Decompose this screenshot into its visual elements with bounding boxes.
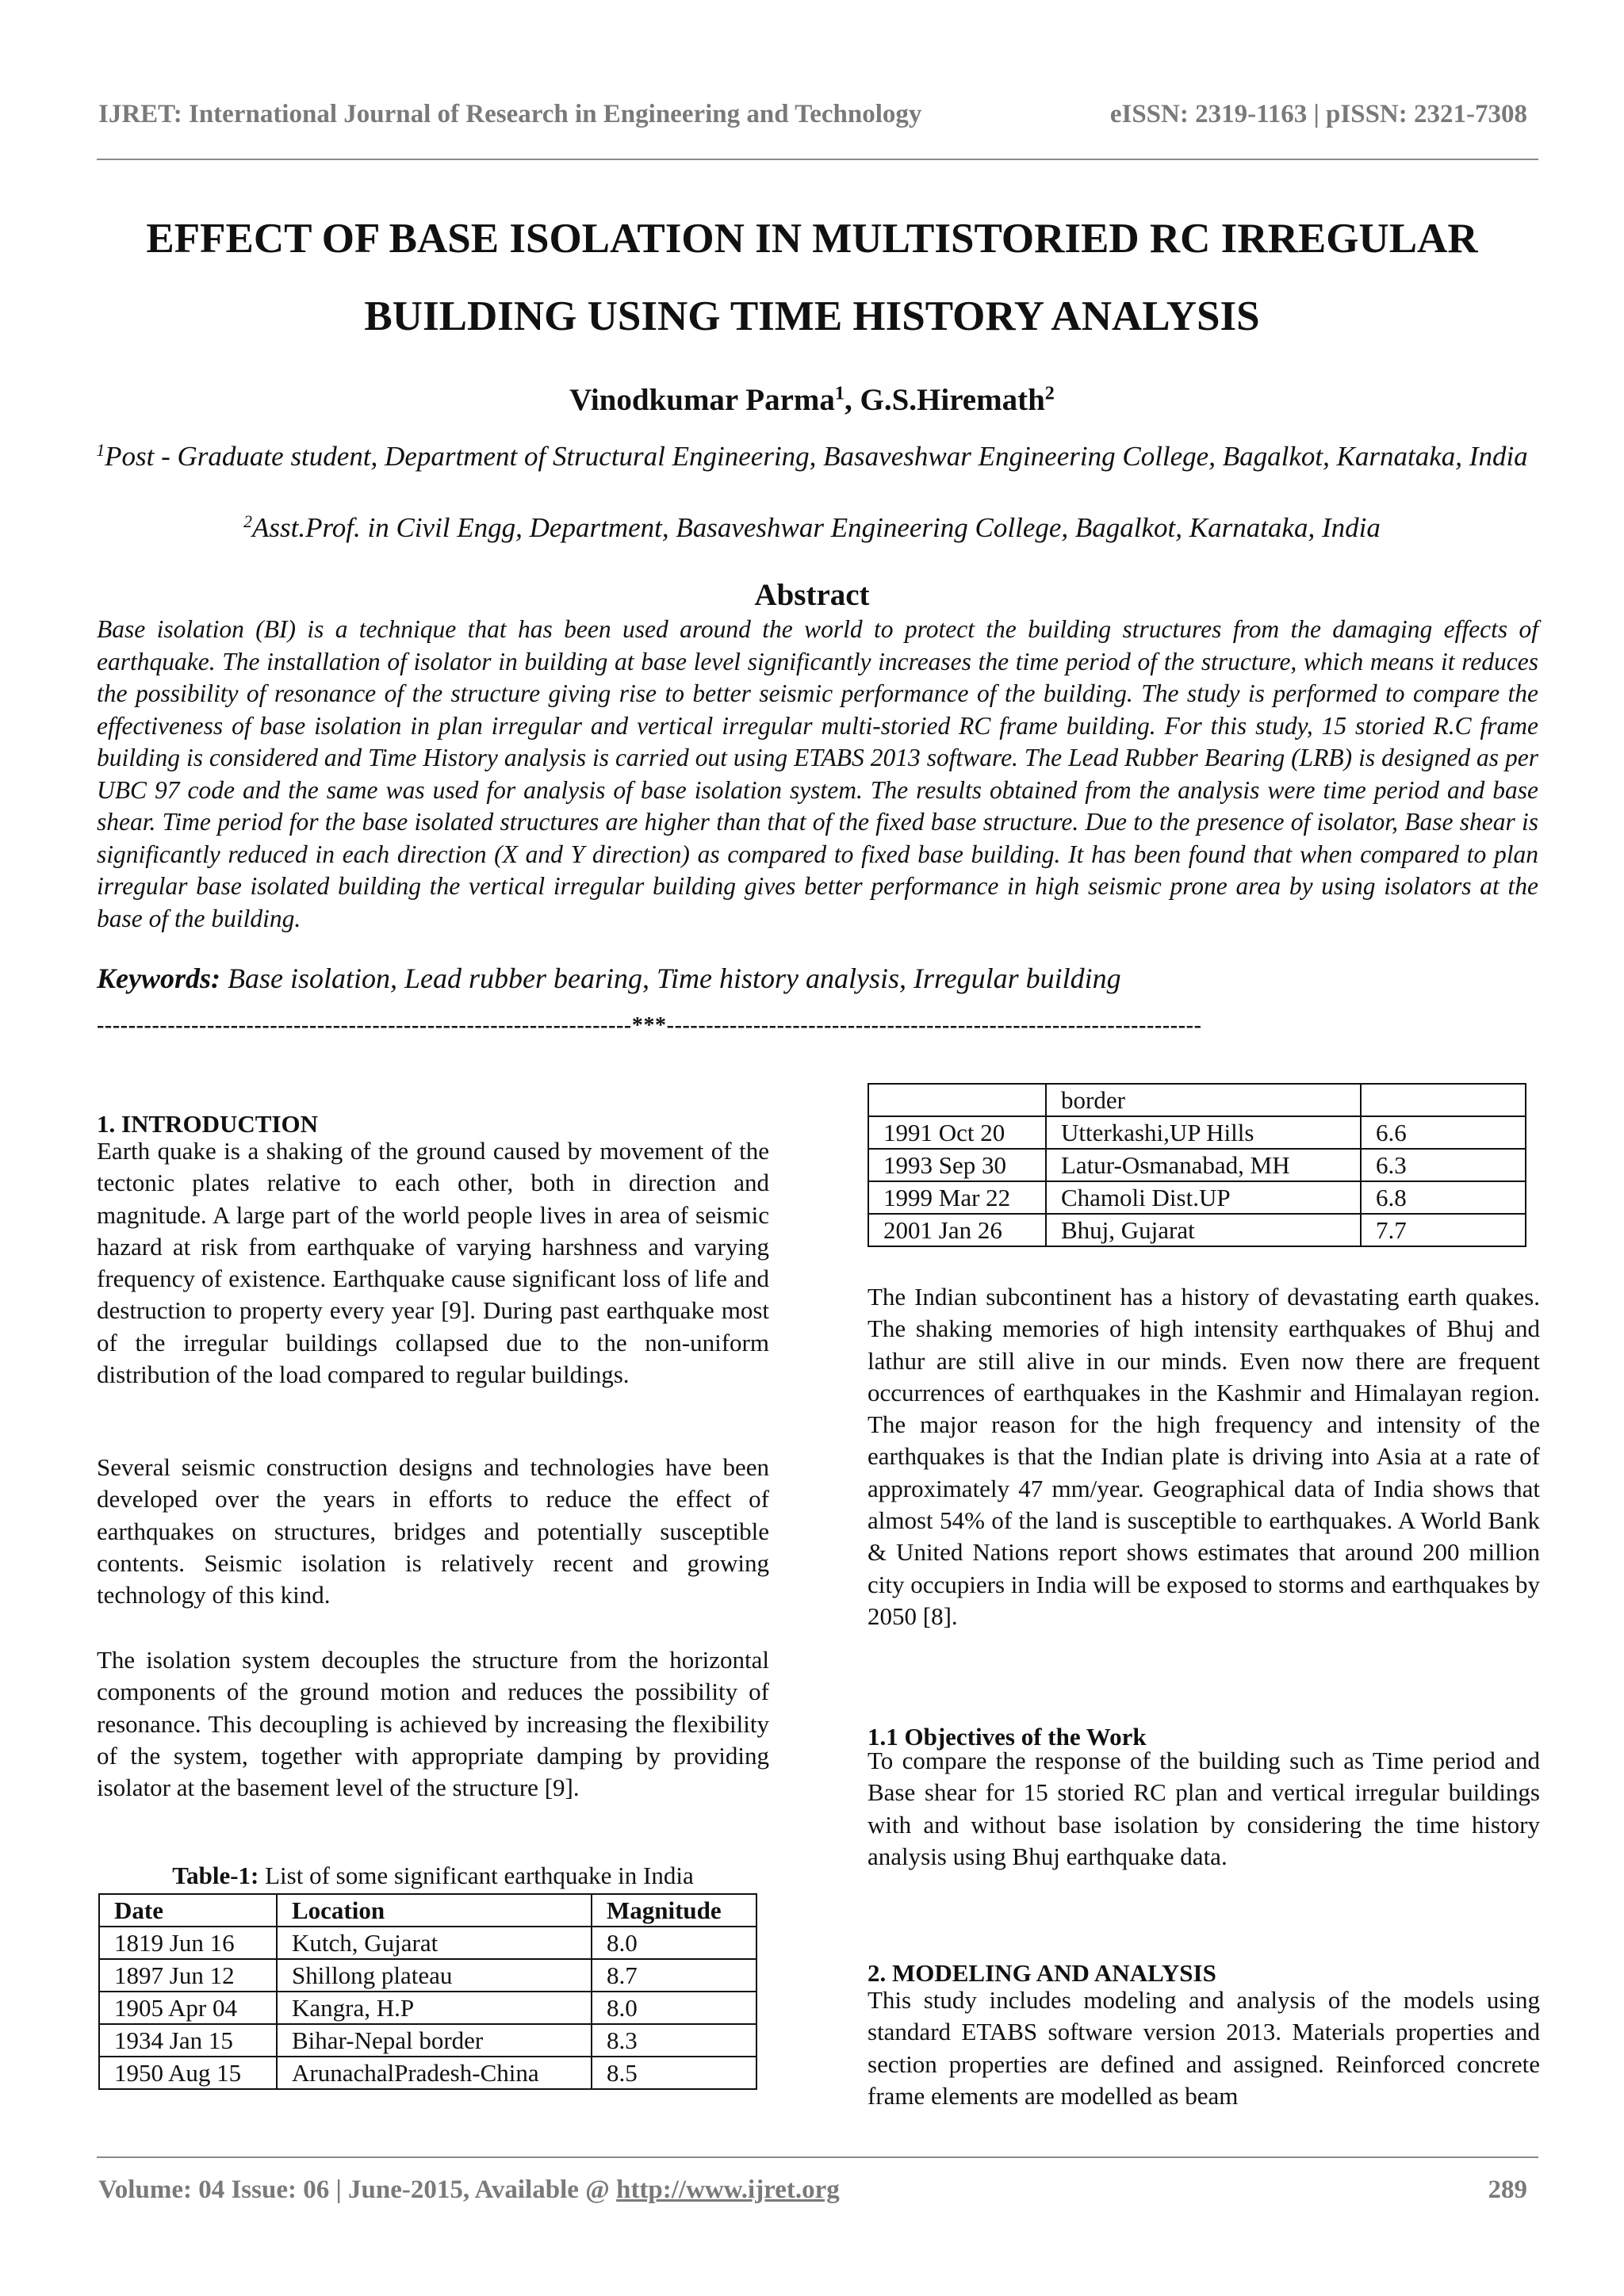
footer-volume-info <box>98 2175 840 2205</box>
abstract-heading: Abstract <box>754 578 870 612</box>
table-row <box>868 1084 1526 1116</box>
table-row <box>868 1149 1526 1181</box>
affiliation-1-text: Post - Graduate student, Department of Structural Engineering, Basaveshwar Engineering College, Bagalkot, Karnataka, India <box>105 441 1528 472</box>
footer-rule <box>97 2156 1538 2158</box>
affiliation-1-sup: 1 <box>96 441 105 461</box>
introduction-paragraph-1: Earth quake is a shaking of the ground caused by movement of the tectonic plates relative to each other, both in direction and magnitude. A large part of the world people lives in area of seismic hazard at risk from earthquake of varying harshness and varying frequency of existence. Earthquake cause significant loss of life and destruction to property every year [9]. During past earthquake most of the irregular buildings collapsed due to the non-uniform distribution of the load compared to regular buildings. <box>97 1137 769 1389</box>
cell-magnitude <box>1361 1084 1526 1116</box>
author-2-sup: 2 <box>1044 382 1055 404</box>
cell-date: 1897 Jun 12 <box>99 1959 277 1992</box>
journal-website-link[interactable]: http://www.ijret.org <box>616 2175 840 2204</box>
table-row <box>99 1959 756 1992</box>
table-row <box>868 1116 1526 1149</box>
cell-location: border <box>1046 1084 1361 1116</box>
history-paragraph: The Indian subcontinent has a history of devastating earth quakes. The shaking memories of high intensity earthquakes of Bhuj and lathur are still alive in our minds. Even now there are frequent occurrences of earthquakes in the Kashmir and Himalayan region. The major reason for the high frequency and intensity of the earthquakes is that the Indian plate is driving into Asia at a rate of approximately 47 mm/year. Geographical data of India shows that almost 54% of the land is susceptible to earthquakes. A World Bank & United Nations report shows estimates that around 200 million city occupiers in India will be exposed to storms and earthquakes by 2050 [8]. <box>868 1283 1540 1630</box>
table-1-caption <box>97 1862 769 1890</box>
cell-date: 1993 Sep 30 <box>868 1149 1046 1181</box>
cell-location: Chamoli Dist.UP <box>1046 1181 1361 1214</box>
col-header-magnitude: Magnitude <box>592 1894 756 1927</box>
cell-date: 1934 Jan 15 <box>99 2024 277 2057</box>
journal-header: IJRET: International Journal of Research in Engineering and Technology <box>98 100 922 128</box>
cell-date: 1905 Apr 04 <box>99 1992 277 2024</box>
cell-date: 1991 Oct 20 <box>868 1116 1046 1149</box>
cell-magnitude: 8.7 <box>592 1959 756 1992</box>
table-row <box>99 2024 756 2057</box>
cell-magnitude: 6.3 <box>1361 1149 1526 1181</box>
cell-location: Kutch, Gujarat <box>277 1927 592 1959</box>
earthquake-table <box>98 1893 757 2090</box>
cell-date: 1819 Jun 16 <box>99 1927 277 1959</box>
cell-magnitude: 8.0 <box>592 1992 756 2024</box>
cell-magnitude: 8.5 <box>592 2057 756 2089</box>
cell-date <box>868 1084 1046 1116</box>
cell-location: Bihar-Nepal border <box>277 2024 592 2057</box>
paper-title: EFFECT OF BASE ISOLATION IN MULTISTORIED RC IRREGULAR BUILDING USING TIME HISTORY ANALYSIS <box>146 216 1478 339</box>
author-separator: , <box>845 383 860 417</box>
table-row <box>868 1181 1526 1214</box>
author-1-sup: 1 <box>834 382 845 404</box>
keywords <box>97 962 1538 995</box>
affiliation-1 <box>95 438 1529 474</box>
cell-magnitude: 7.7 <box>1361 1214 1526 1246</box>
cell-date: 2001 Jan 26 <box>868 1214 1046 1246</box>
affiliation-2-sup: 2 <box>243 512 252 532</box>
cell-date: 1950 Aug 15 <box>99 2057 277 2089</box>
cell-location: Kangra, H.P <box>277 1992 592 2024</box>
modeling-paragraph: This study includes modeling and analysis of the models using standard ETABS software version 2013. Materials properties and section properties are defined and assigned. Reinforced concrete frame elements are modelled as beam <box>868 1986 1540 2110</box>
cell-magnitude: 6.6 <box>1361 1116 1526 1149</box>
footer-volume-text: Volume: 04 Issue: 06 | June-2015, Available @ <box>98 2175 617 2204</box>
author-2: G.S.Hiremath <box>860 383 1045 417</box>
col-header-location: Location <box>277 1894 592 1927</box>
introduction-paragraph-3: The isolation system decouples the structure from the horizontal components of the ground motion and reduces the possibility of resonance. This decoupling is achieved by increasing the flexibility of the system, together with appropriate damping by providing isolator at the basement level of the structure [9]. <box>97 1646 769 1802</box>
modeling-heading: 2. MODELING AND ANALYSIS <box>868 1958 1216 1987</box>
objectives-heading: 1.1 Objectives of the Work <box>868 1723 1147 1751</box>
table-header-row <box>99 1894 756 1927</box>
table-1-caption-text: List of some significant earthquake in India <box>259 1862 694 1889</box>
affiliation-2-text: Asst.Prof. in Civil Engg, Department, Basaveshwar Engineering College, Bagalkot, Karnataka, India <box>251 512 1381 543</box>
affiliation-2 <box>95 510 1529 545</box>
issn-header: eISSN: 2319-1163 | pISSN: 2321-7308 <box>1109 100 1527 128</box>
table-row <box>99 1992 756 2024</box>
table-row <box>99 1927 756 1959</box>
author-1: Vinodkumar Parma <box>569 383 835 417</box>
keywords-label: Keywords: <box>97 962 220 994</box>
table-row <box>868 1214 1526 1246</box>
cell-magnitude: 8.3 <box>592 2024 756 2057</box>
cell-date: 1999 Mar 22 <box>868 1181 1046 1214</box>
cell-location: Bhuj, Gujarat <box>1046 1214 1361 1246</box>
cell-location: ArunachalPradesh-China <box>277 2057 592 2089</box>
cell-location: Utterkashi,UP Hills <box>1046 1116 1361 1149</box>
col-header-date: Date <box>99 1894 277 1927</box>
cell-location: Shillong plateau <box>277 1959 592 1992</box>
authors-line <box>79 382 1545 418</box>
table-row <box>99 2057 756 2089</box>
introduction-heading: 1. INTRODUCTION <box>97 1109 319 1138</box>
section-separator: --------------------------------------------------------------------***-------------------------------------------------------------------- <box>97 1013 1202 1038</box>
cell-magnitude: 6.8 <box>1361 1181 1526 1214</box>
cell-magnitude: 8.0 <box>592 1927 756 1959</box>
earthquake-table-continued <box>868 1083 1526 1247</box>
keywords-text: Base isolation, Lead rubber bearing, Time history analysis, Irregular building <box>220 962 1121 994</box>
introduction-paragraph-2: Several seismic construction designs and technologies have been developed over the years in efforts to reduce the effect of earthquakes on structures, bridges and potentially susceptible contents. Seismic isolation is relatively recent and growing technology of this kind. <box>97 1453 769 1609</box>
objectives-paragraph: To compare the response of the building such as Time period and Base shear for 15 storied RC plan and vertical irregular buildings with and without base isolation by considering the time history analysis using Bhuj earthquake data. <box>868 1747 1540 1870</box>
cell-location: Latur-Osmanabad, MH <box>1046 1149 1361 1181</box>
page-number: 289 <box>1488 2175 1527 2204</box>
abstract-body: Base isolation (BI) is a technique that has been used around the world to protect the building structures from the damaging effects of earthquake. The installation of isolator in building at base level significantly increases the time period of the structure, which means it reduces the possibility of resonance of the structure giving rise to better seismic performance of the building. The study is performed to compare the effectiveness of base isolation in plan irregular and vertical irregular multi-storied RC frame building. For this study, 15 storied R.C frame building is considered and Time History analysis is carried out using ETABS 2013 software. The Lead Rubber Bearing (LRB) is designed as per UBC 97 code and the same was used for analysis of base isolation system. The results obtained from the analysis were time period and base shear. Time period for the base isolated structures are higher than that of the fixed base structure. Due to the presence of isolator, Base shear is significantly reduced in each direction (X and Y direction) as compared to fixed base building. It has been found that when compared to plan irregular base isolated building the vertical irregular building gives better performance in high seismic prone area by using isolators at the base of the building. <box>97 615 1538 932</box>
table-1-caption-label: Table-1: <box>172 1862 259 1889</box>
header-rule <box>97 159 1538 160</box>
